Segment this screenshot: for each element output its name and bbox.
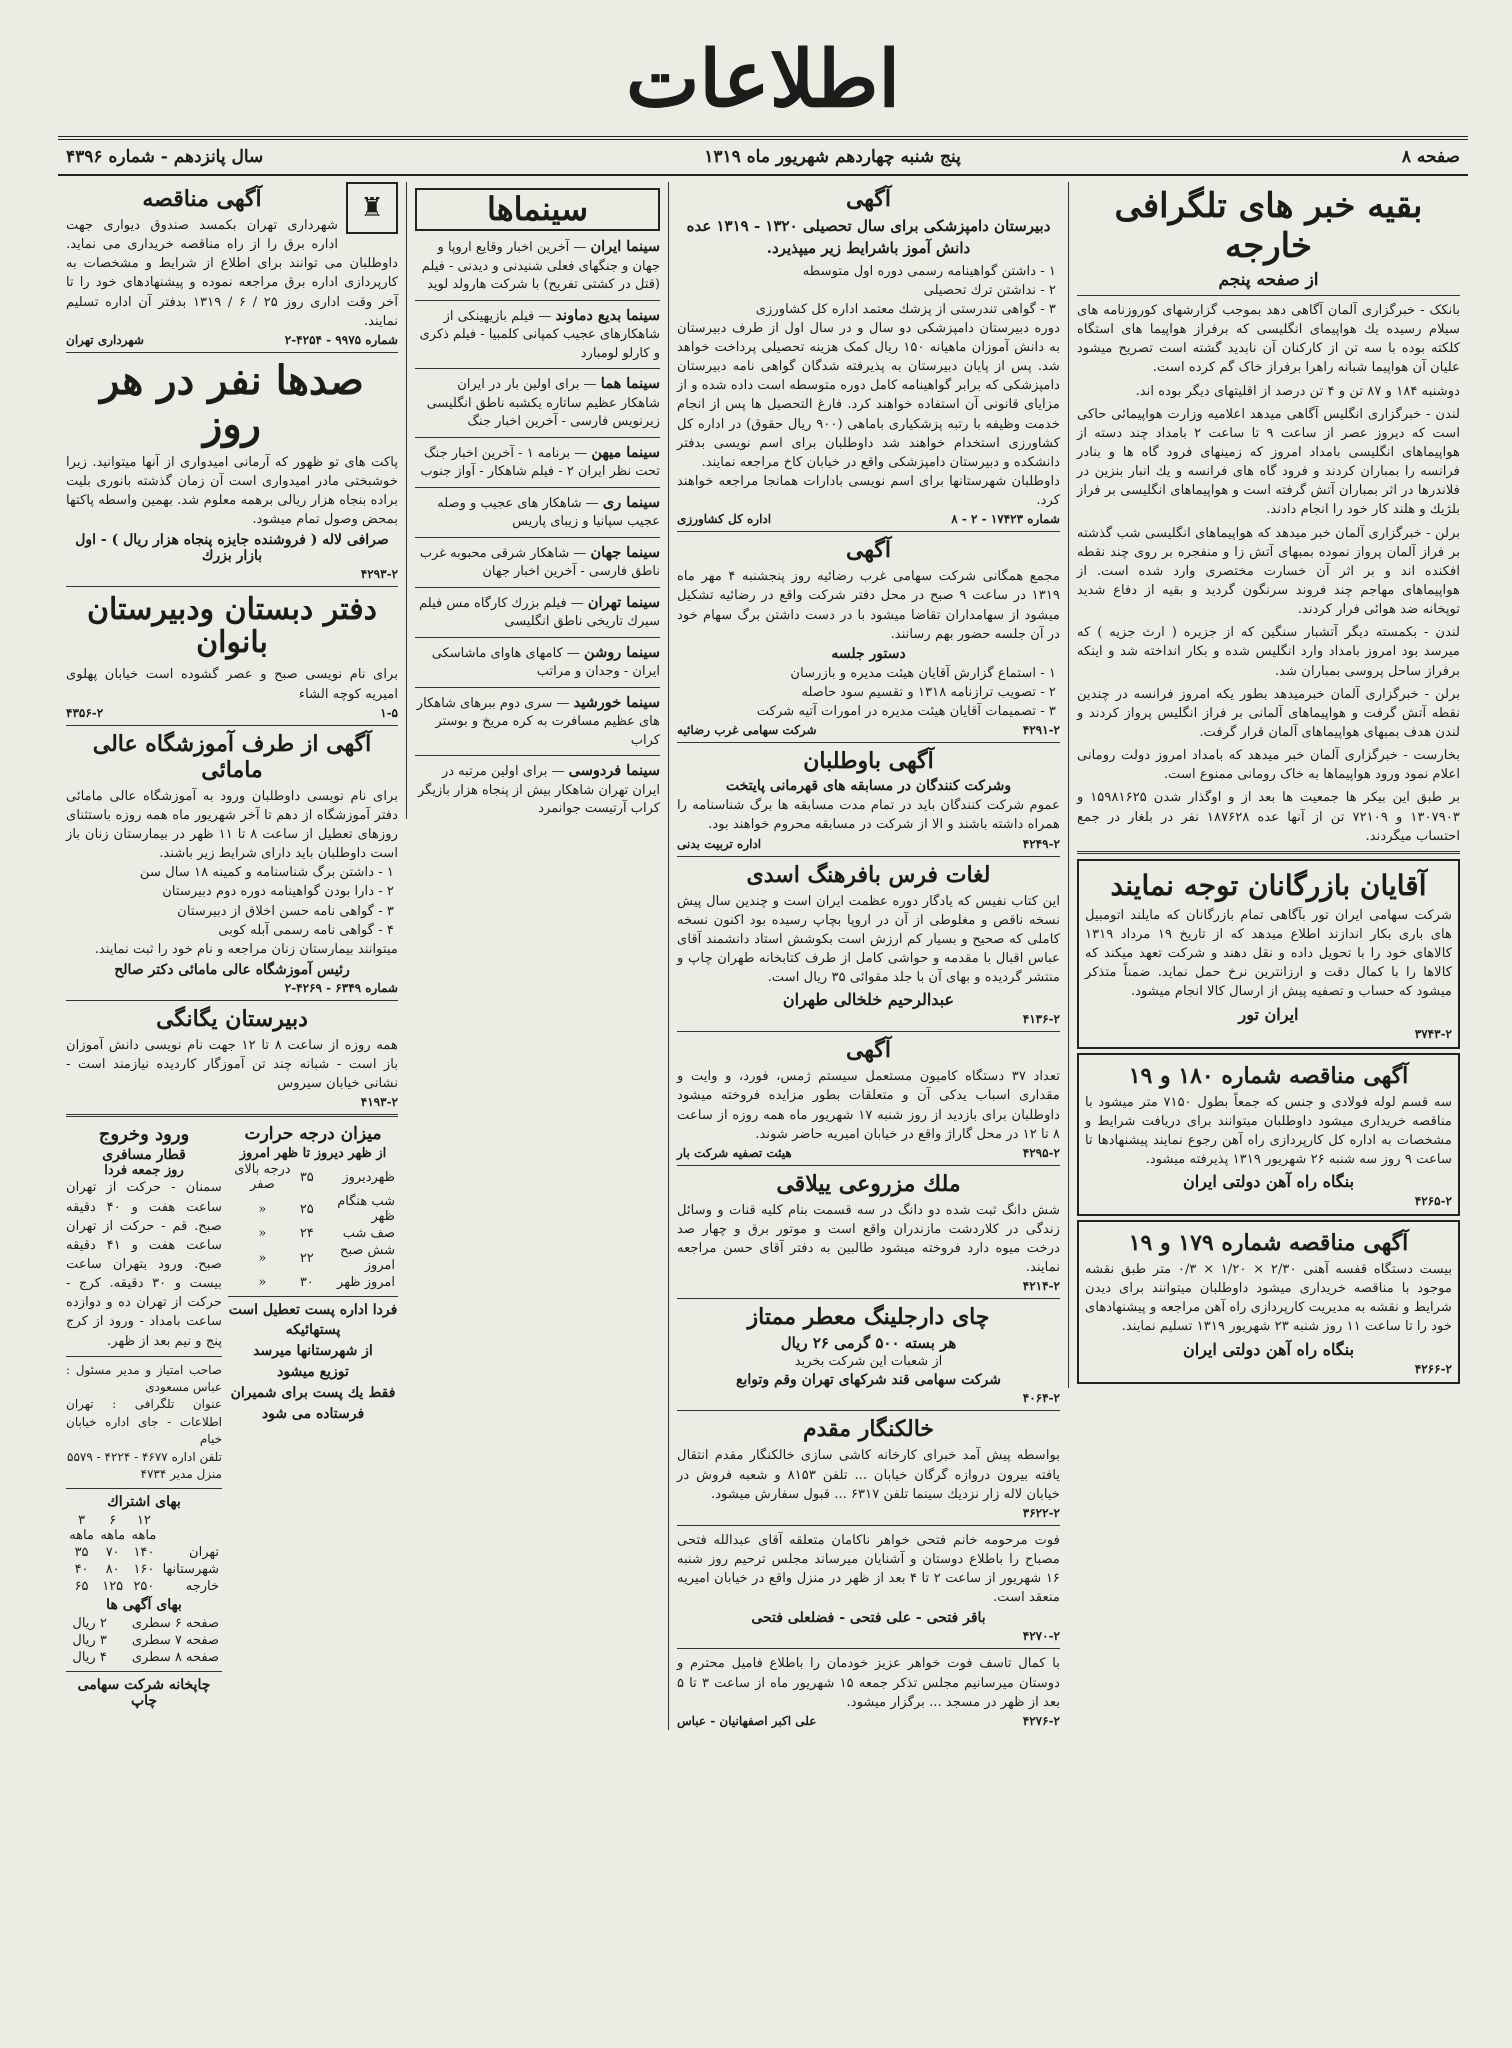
ad-body: برای نام نویسی صبح و عصر گشوده است خیابان پهلوی امیریه کوچه الشاء xyxy=(66,667,398,702)
ad-reference: ۴۲۹۵-۲ هیئت تصفیه شرکت بار xyxy=(677,1145,1060,1160)
table-row: ظهردیروز ۳۵ درجه بالای صفر xyxy=(234,1162,395,1193)
ad-body: بواسطه پیش آمد خبرای کارخانه کاشی سازی خالکنگار مقدم انتقال یافته بیرون دروازه گرگان خیابان ... تلفن ۸۱۵۳ و شعبه فروش در خیابان لاله زار نزدیك سینما تلفن ۶۳۱۷ ... قبول سفارش میشود. xyxy=(677,1448,1061,1502)
news-paragraph: لندن - خبرگزاری انگلیس آگاهی میدهد اعلامیه وزارت هواپیمائی حاکی است که دیروز عصر از ساعت ۹ تا ساعت ۲ بامداد چند دسته از هواپیماهای انگلیسی بامداد امروز که زمینهای فرود گاه ها و بنادر فرانسه را بمباران کردند و فرود گاه های فرانسه و یك انبار بنزین در فلاندرها در اثر بمباران آتش گرفته است و هواپیماهای انگلیسی بر فراز بلژیك و هلند کار خود را انجام دادند. xyxy=(1077,406,1461,518)
requirements-list xyxy=(677,262,1060,319)
divider xyxy=(677,1410,1060,1411)
ad-reference: شماره ۱۷۴۲۳ - ۲ - ۸ اداره کل کشاورزی xyxy=(677,512,1060,527)
printer-line: چاپخانه شرکت سهامی چاپ xyxy=(77,1677,211,1710)
ad-body: این کتاب نفیس که یادگار دوره عظمت ایران است و چندین سال پیش نسخه ناقص و مغلوطی از آن در اروپا بچاپ رسیده بود اکنون نسخه کاملی که صحیح و بسیار کم ارزش است بکوشش استاد دانشمند آقای عباس اقبال با مقدمه و حواشی کامل از طرف کتابخانه طهران چاپ و منتشر گردیده و بهای آن با جلد مقوائی ۳۵ ریال است. xyxy=(677,893,1060,986)
cinema-listing: سینما بدیع دماوند — فیلم بازیهینکی از شاهکارهای عجیب کمپانی کلمبیا - فیلم ذکری و کارلو لومبارد xyxy=(419,306,660,361)
ad-title: آگهی xyxy=(845,537,892,564)
news-paragraph: بخارست - خبرگزاری آلمان خبر میدهد که بامداد امروز دولت رومانی اعلام نمود ورود هواپیماها به خاک رومانی ممنوع است. xyxy=(1077,748,1460,783)
ad-reference: ۴۲۷۰-۲ xyxy=(1022,1629,1060,1644)
dateline xyxy=(58,136,1468,176)
ad-note: داوطلبان شهرستانها برای اسم نویسی بادارات همانجا مراجعه خواهند کرد. xyxy=(677,474,1060,509)
divider xyxy=(415,687,660,688)
ad-title: ملك مزروعی ییلاقی xyxy=(776,1170,961,1197)
ad-subtitle: هر بسته ۵۰۰ گرمی ۲۶ ریال xyxy=(780,1334,957,1353)
tender-ad-179 xyxy=(1077,1220,1460,1384)
tender-ad-title: آگهی مناقصه شماره ۱۷۹ و ۱۹ xyxy=(1128,1230,1409,1257)
divider xyxy=(66,1114,398,1117)
subscription-table xyxy=(66,1512,222,1595)
ad-reference: ۴۲۱۴-۲ xyxy=(1022,1279,1060,1294)
cinema-listing: سینما فردوسی — برای اولین مرتبه در ایران تهران شاهکار بیش از پنجاه هزار بازیگر کراب آرتیست جوانمرد xyxy=(417,762,660,817)
ad-body: دوره دبیرستان دامپزشکی دو سال و در سال اول از طرف دبیرستان به دانش آموزان ماهیانه ۱۵۰ ریال کمک هزینه تحصیلی پرداخت خواهد شد. پس از پایان دبیرستان به پذیرفته شدگان گواهی نامه دبیرستان دامپزشکی که برابر گواهینامه کامل دوره متوسطه است داده شده و از مزایای قانونی آن استفاده خواهند کرد. فارغ التحصیل ها پس از انجام خدمت وظیفه با رتبه پزشکیاری باماهی (۹۰۰ ریال حقوق) در اداره کل کشاورزی استخدام خواهند شد داوطلبان برای اسم نویسی بدفتر دانشکده و دبیرستان دامپزشکی واقع در خیابان کاخ مراجعه نمایند. xyxy=(677,320,1060,470)
cinema-listing: سینما ایران — آخرین اخبار وقایع اروپا و جهان و جنگهای فعلی شنیدنی و دیدنی - فیلم (قتل در کشتی تفریح) با شرکت هارولد لوید xyxy=(421,238,660,293)
page-label: صفحه ۸ xyxy=(1401,147,1460,167)
cinema-listing: سینما هما — برای اولین بار در ایران شاهکار عظیم ساتاره یکشبه ناطق انگلیسی زیرنویس فارسی - آخرین اخبار جنگ xyxy=(426,375,660,430)
ad-signer: رئیس آموزشگاه عالی مامائی دکتر صالح xyxy=(114,961,350,978)
ad-title: آگهی xyxy=(845,186,892,212)
table-row: امروز ظهر ۳۰ « xyxy=(258,1275,395,1291)
tender-ad-title: آگهی مناقصه شماره ۱۸۰ و ۱۹ xyxy=(1128,1062,1409,1089)
obituary-text: با کمال تاسف فوت خواهر عزیز خودمان را باطلاع فامیل محترم و دوستان میرسانیم مجلس تذکر جمعه ۱۵ شهریور ماه از ساعت ۳ تا ۵ بعد از ظهر در مسجد ... برگزار میشود. xyxy=(677,1656,1061,1710)
divider xyxy=(677,856,1060,857)
requirements-list xyxy=(66,863,398,940)
divider xyxy=(1077,851,1460,854)
divider xyxy=(415,755,660,756)
ad-reference: ۴۲۴۹-۲ اداره تربیت بدنی xyxy=(677,836,1060,851)
ad-reference: ۴۱۹۳-۲ xyxy=(360,1095,398,1110)
ad-headline: صدها نفر در هر روز xyxy=(100,356,364,448)
obituary-text: فوت مرحومه خانم فتحی خواهر ناکامان متعلقه آقای عبدالله فتحی مصباح را باطلاع دوستان و آشنایان میرساند مجلس ترحیم روز شنبه ۱۶ شهریور از ساعت ۲ تا ۴ بعد از ظهر در منزل واقع در خیابان امیریه منعقد است. xyxy=(677,1532,1060,1606)
table-row: شهرستانها ۱۶۰ ۸۰ ۴۰ xyxy=(74,1562,219,1578)
cinemas-title: سینماها xyxy=(415,188,660,231)
divider xyxy=(66,725,398,726)
table-row: صفحه ۸ سطری ۴ ریال xyxy=(72,1650,219,1666)
tender-ad-text: بیست دستگاه قفسه آهنی ۲/۳۰ × ۱/۲۰ × ۰/۳ متر طبق نقشه موجود با مناقصه خریداری میشود داوطلبان میتوانند برای دیدن شرایط و نقشه به مدیریت کارپردازی راه آهن مراجعه و پیشنهادهای خود را تا ساعت ۱۱ روز شنبه ۲۳ شهریور ۱۳۱۹ تسلیم نمایند. xyxy=(1085,1262,1452,1335)
ad-reference: ۴۲۹۱-۲ شرکت سهامی غرب رضائیه xyxy=(677,723,1060,738)
cinema-listing: سینما خورشید — سری دوم ببرهای شاهکار های عظیم مسافرت به کره مریخ و بوستر کراب xyxy=(416,693,660,748)
divider xyxy=(66,1488,222,1489)
ad-signer: عبدالرحیم خلخالی طهران xyxy=(782,990,955,1010)
ad-body: شش دانگ ثبت شده دو دانگ در سه قسمت بنام کلیه قنات و وسائل زندگی در کلاردشت مازندران واقع است و موتور برق و چهار صد درخت میوه دارد فروخته میشود طالبین به دفتر آقای حسن مراجعه نمایند. xyxy=(677,1202,1060,1276)
manager-phone-line: منزل مدیر ۴۷۳۴ xyxy=(140,1466,222,1481)
ad-body: برای نام نویسی داوطلبان ورود به آموزشگاه عالی مامائی دفتر آموزشگاه از دهم تا آخر شهریور ماه همه روزه باستثنای روزهای تعطیل از ساعت ۸ تا ۱۱ ظهر در بیمارستان زنان باز است داوطلبان باید دارای شرایط زیر باشند. xyxy=(66,788,398,862)
divider xyxy=(66,1356,222,1357)
divider xyxy=(66,1000,398,1001)
table-row: خارجه ۲۵۰ ۱۲۵ ۶۵ xyxy=(74,1579,219,1595)
ad-body: همه روزه از ساعت ۸ تا ۱۲ جهت نام نویسی دانش آموزان باز است - شبانه چند تن آموزگار کاردیده نیازمند است - نشانی خیابان سیروس xyxy=(66,1037,399,1092)
ad-body: از شعبات این شرکت بخرید xyxy=(794,1354,943,1370)
news-paragraph: برلن - خبرگزاری آلمان خبرمیدهد بطور یکه امروز فرانسه در چندین نقطه آتش گرفت و هواپیماهای آلمانی بر فراز انگلیس پرواز کردند و لندن هدف بمبهای هواپیماهای آلمان قرار گرفت. xyxy=(1077,686,1460,740)
lower-left-block xyxy=(66,1122,398,1711)
temperature-title: میزان درجه حرارت xyxy=(244,1124,382,1145)
ad-title: آگهی مناقصه xyxy=(142,186,262,212)
list-item: ۱ - استماع گزارش آقایان هیئت مدیره و بازرسان xyxy=(790,665,1056,681)
news-paragraph: برلن - خبرگزاری آلمان خبر میدهد که هواپیماهای انگلیسی شب گذشته بر فراز آلمان پرواز نموده بمبهای آتش زا و منفجره بر روی چند نقطه افکنده اند و بر اثر آن خسارت مختصری وارد شده است. از هواپیماهای مهاجم چند فروند سرنگون گردید و بقیه از دفاع شدید توپخانه ضد هوائی فرار کردند. xyxy=(1077,525,1460,618)
table-row: شب هنگام ظهر ۲۵ « xyxy=(258,1194,395,1225)
merchants-ad-signer: ایران تور xyxy=(1238,1004,1299,1024)
ad-body: عموم شرکت کنندگان باید در تمام مدت مسابقه ها برگ شناسنامه را همراه داشته باشند و الا از شرکت در مسابقه محروم خواهند بود. xyxy=(677,798,1060,833)
agenda-list xyxy=(677,664,1060,721)
tender-ad-text: سه قسم لوله فولادی و جنس که جمعاً بطول ۷۱۵۰ متر میشود با مناقصه خریداری میشود داوطلبان میتوانند برای دریافت شرایط و مشخصات به اداره کل کارپردازی راه آهن رجوع نمایند پیشنهادها تا ساعت ۹ روز سه شنبه ۲۶ شهریور ۱۳۱۹ پذیرفته میشود. xyxy=(1085,1094,1452,1167)
ad-reference: ۴۲۶۵-۲ xyxy=(1414,1194,1452,1209)
ad-signer: صرافی لاله ( فروشنده جایزه پنجاه هزار ریال ) - اول بازار بزرك xyxy=(75,532,389,565)
merchants-ad-text: شرکت سهامی ایران تور بآگاهی تمام بازرگانان که مایلند اتومبیل های باری بکار اندازند اطلاع میدهد که از تاریخ ۱۹ مرداد ۱۳۱۹ کالاهای خود را با تحویل داده و نقل دهند و شرکت تعهد میکند که کالاها را با کمال دقت و ارزانترین نرخ حمل نماید. ضمناً متذکر میشود که حساب و تصفیه پیش از ارسال کالا انجام میشود. xyxy=(1085,907,1452,1000)
newspaper-page xyxy=(58,30,1468,2030)
column-ads-left xyxy=(58,182,406,1711)
divider xyxy=(415,537,660,538)
cinema-listing: سینما تهران — فیلم بزرك کارگاه مس فیلم سیرك تاریخی ناطق انگلیسی xyxy=(419,593,660,630)
divider xyxy=(415,487,660,488)
ad-subtitle: وشرکت کنندگان در مسابقه های قهرمانی پایتخت xyxy=(725,778,1012,795)
ad-title: چای دارجلینگ معطر ممتاز xyxy=(747,1304,990,1331)
table-row: شش صبح امروز ۲۲ « xyxy=(258,1243,395,1274)
divider xyxy=(677,742,1060,743)
issue-date: پنج شنبه چهاردهم شهریور ماه ۱۳۱۹ xyxy=(704,147,961,167)
divider xyxy=(415,300,660,301)
ad-note: میتوانند بیمارستان زنان مراجعه و نام خود را ثبت نمایند. xyxy=(94,941,398,957)
obituary-signer: باقر فتحی - علی فتحی - فضلعلی فتحی xyxy=(751,1610,986,1627)
ad-reference: ۴۱۳۶-۲ xyxy=(1022,1012,1060,1027)
cinema-listing: سینما میهن — برنامه ۱ - آخرین اخبار جنگ تحت نظر ایران ۲ - فیلم شاهکار - آواز جنوب xyxy=(420,443,660,480)
table-row: صفحه ۶ سطری ۲ ریال xyxy=(72,1616,219,1632)
ad-title: آگهی xyxy=(845,1037,892,1064)
ad-body: تعداد ۳۷ دستگاه کامیون مستعمل سیستم ژمس، فورد، و وایت و مقداری اسباب یدکی آن و متعلقات بطور مزایده فروخته میشود داوطلبان برای بازدید از روز شنبه ۱۷ شهریور ماه همه روزه از ساعت ۸ تا ۱۲ در محل گاراژ واقع در خیابان امیریه حاضر شوند. xyxy=(677,1069,1060,1142)
ad-title: خالکنگار مقدم xyxy=(802,1416,934,1443)
ad-title: آگهی از طرف آموزشگاه عالی مامائی xyxy=(92,730,372,783)
ad-title: لغات فرس بافرهنگ اسدی xyxy=(746,861,991,888)
subscription-title: بهای اشتراك xyxy=(107,1494,181,1511)
newspaper-title: اطلاعات xyxy=(625,34,901,125)
list-item: ۳ - تصمیمات آقایان هیئت مدیره در امورات آتیه شرکت xyxy=(756,704,1056,720)
list-item: ۳ - گواهی نامه حسن اخلاق از دبیرستان xyxy=(177,903,394,919)
news-paragraph: دوشنبه ۱۸۴ و ۸۷ تن و ۴ تن درصد از اقلیتهای دیگر بوده اند. xyxy=(1135,383,1460,399)
table-row: صف شب ۲۴ « xyxy=(258,1226,395,1242)
trains-title: ورود وخروج xyxy=(98,1124,190,1146)
ad-reference: شماره ۹۹۷۵ - ۴۲۵۴-۲ شهرداری تهران xyxy=(66,332,398,347)
divider xyxy=(415,587,660,588)
news-paragraph: بانکک - خبرگزاری آلمان آگاهی دهد بموجب گزارشهای کوروزنامه های سیلام رسیده یك هواپیمای انگلیسی که برفراز هواپیما های استگاه کلکته بوده با سه تن از کارکنان آن نابدید گشته است تصریح میشود علیان آن هواپیما شبانه راهرا برفراز خاک گم کرده است. xyxy=(1077,303,1460,376)
info-panel xyxy=(228,1122,398,1711)
ad-reference: ۴۰۶۴-۲ xyxy=(1022,1391,1060,1406)
divider xyxy=(415,637,660,638)
cinema-listing: سینما ری — شاهکار های عجیب و وصله عجیب سپانیا و زیبای پاریس xyxy=(437,493,660,530)
phone-line: تلفن اداره ۴۶۷۷ - ۴۲۲۴ - ۵۵۷۹ xyxy=(67,1449,222,1464)
list-item: ۲ - نداشتن ترك تحصیلی xyxy=(923,282,1056,298)
tender-ad-signer: بنگاه راه آهن دولتی ایران xyxy=(1182,1172,1355,1192)
ad-rates-title: بهای آگهی ها xyxy=(106,1597,182,1614)
foreign-news-title: بقیه خبر های تلگرافی خارجه xyxy=(1114,186,1423,266)
trains-subtitle: قطار مسافری xyxy=(102,1147,186,1164)
divider xyxy=(415,437,660,438)
list-item: ۱ - داشتن برگ شناسنامه و کمینه ۱۸ سال سن xyxy=(139,865,394,881)
news-paragraph: لندن - بکمسته دیگر آتشبار سنگین که از جزیره ( ارث جزیه ) که میرسد بود امروز بامداد وارد انگلیس شده و بکار انداخته شد و اینکه برفراز ساحل پروسی بمباران شد. xyxy=(1077,625,1460,679)
trains-schedule: سمنان - حرکت از تهران ساعت هفت و ۴۰ دقیقه صبح. قم - حرکت از تهران ساعت هفت و ۴۱ دقیقه صبح. ورود بتهران ساعت بیست و ۳۰ دقیقه. کرج - حرکت از تهران ده و دوازده ساعت بامداد - ورود از کرج پنج و نیم بعد از ظهر. xyxy=(66,1180,222,1349)
masthead xyxy=(58,30,1468,130)
ad-reference: ۱-۵ ۴۳۵۶-۲ xyxy=(66,705,398,720)
ad-body: پاکت های تو ظهور که آرمانی امیدواری از آنها میتوانید. زیرا خوشبختی مادر امیدواری است آن زمان گذشته بانوری بلیت براده بنجاه هزار ریالی برهمه معلوم شد. بهمین واسطه پاکتها بمحض وصول تمام میشود. xyxy=(66,454,398,528)
list-item: ۱ - داشتن گواهینامه رسمی دوره اول متوسطه xyxy=(802,263,1056,279)
ad-headline: دفتر دبستان ودبیرستان بانوان xyxy=(86,592,378,661)
divider xyxy=(1077,295,1460,296)
news-paragraph: بر طبق این بیکر ها جمعیت ها بعد از و اوگذار شدن ۱۵۹۸۱۶۲۵ و ۱۳۰۷۹۰۳ و ۷۲۱۰۹ تن از آنها عده ۱۸۷۶۲۸ نفر در بلغار در جمع احتساب میگردند. xyxy=(1077,790,1461,844)
foreign-news-subtitle: از صفحه پنجم xyxy=(1218,270,1319,290)
divider xyxy=(677,1031,1060,1032)
municipality-emblem-icon: ♜ xyxy=(346,182,398,234)
cinema-listing: سینما جهان — شاهکار شرقی محبوبه غرب ناطق فارسی - آخرین اخبار جهان xyxy=(419,543,660,580)
ad-reference: ۴۲۶۶-۲ xyxy=(1414,1361,1452,1376)
ad-rates-table xyxy=(66,1615,222,1666)
ad-title: دبیرستان یگانگی xyxy=(156,1005,308,1032)
list-item: ۳ - گواهی تندرستی از پزشك معتمد اداره کل کشاورزی xyxy=(755,301,1056,317)
temperature-subtitle: از ظهر دیروز تا ظهر امروز xyxy=(239,1146,387,1162)
trains-date: روز جمعه فردا xyxy=(104,1163,184,1179)
table-header-row: ۱۲ ماهه ۶ ماهه ۳ ماهه xyxy=(69,1513,157,1544)
ad-reference: ۳۶۲۲-۲ xyxy=(1022,1505,1060,1520)
post-notice: پستهائیکه از شهرستانها میرسد توزیع میشود فقط یك پست برای شمیران فرستاده می شود xyxy=(230,1322,396,1423)
divider xyxy=(677,531,1060,532)
divider xyxy=(677,1648,1060,1649)
divider xyxy=(66,1671,222,1672)
train-panel xyxy=(66,1122,222,1711)
tender-ad-signer: بنگاه راه آهن دولتی ایران xyxy=(1182,1339,1355,1359)
merchants-ad-title: آقایان بازرگانان توجه نمایند xyxy=(1110,868,1427,902)
column-notices xyxy=(668,182,1068,1730)
agenda-title: دستور جلسه xyxy=(831,645,906,662)
cinema-listing: سینما روشن — کامهای هاوای ماشاسکی ایران - وجدان و مراتب xyxy=(431,643,660,680)
ad-title: آگهی باوطلبان xyxy=(803,748,934,775)
ad-reference: شماره ۶۳۴۹ - ۴۲۶۹-۲ xyxy=(284,980,398,995)
ad-body: شهرداری تهران بکمسد صندوق دیواری جهت اداره برق را از راه مناقصه خریداری می نماید. داوطلبان می توانند برای اطلاع از شرایط و مشخصات به کارپردازی اداره برق مراجعه نموده و پیشنهادهای خود را تا آخر وقت اداری روز ۲۵ / ۶ / ۱۳۱۹ بدفتر آن اداره تسلیم نمایند. xyxy=(66,218,398,329)
column-foreign-news xyxy=(1068,182,1468,1388)
ad-reference: ۳۷۴۳-۲ xyxy=(1414,1026,1452,1041)
divider xyxy=(677,1165,1060,1166)
divider xyxy=(677,1525,1060,1526)
ad-reference: ۴۲۷۶-۲ علی اکبر اصفهانیان - عباس xyxy=(677,1713,1060,1728)
divider xyxy=(66,352,398,353)
post-title: فردا اداره پست تعطیل است xyxy=(228,1302,398,1319)
ad-reference: ۴۲۹۳-۲ xyxy=(360,567,398,582)
divider xyxy=(66,586,398,587)
divider xyxy=(677,1298,1060,1299)
list-item: ۲ - تصویب ترازنامه ۱۳۱۸ و تقسیم سود حاصله xyxy=(801,685,1056,701)
tender-ad-180 xyxy=(1077,1053,1460,1217)
issue-number: سال پانزدهم - شماره ۴۳۹۶ xyxy=(66,147,264,167)
divider xyxy=(415,368,660,369)
divider xyxy=(228,1296,398,1297)
temperature-table xyxy=(228,1161,398,1291)
list-item: ۴ - گواهی نامه رسمی آبله کوبی xyxy=(218,922,394,938)
address-line: عنوان تلگرافی : تهران اطلاعات - جای اداره خیابان خیام xyxy=(66,1397,222,1447)
list-item: ۲ - دارا بودن گواهینامه دوره دوم دبیرستان xyxy=(162,884,394,900)
table-row: صفحه ۷ سطری ۳ ریال xyxy=(72,1633,219,1649)
ad-signer: شرکت سهامی قند شرکهای تهران وقم وتوابع xyxy=(736,1372,1001,1389)
ad-body: مجمع همگانی شرکت سهامی غرب رضائیه روز پنجشنبه ۴ مهر ماه ۱۳۱۹ در ساعت ۹ صبح در محل دفتر شرکت واقع در رضائیه تشکیل میشود از سهامداران تقاضا میشود با در دست داشتن برگ سهام خود در آن جلسه حضور بهم رسانند. xyxy=(677,569,1060,642)
column-cinemas xyxy=(406,182,668,819)
table-row: تهران ۱۴۰ ۷۰ ۳۵ xyxy=(74,1545,219,1561)
publisher-line: صاحب امتیاز و مدیر مسئول : عباس مسعودی xyxy=(66,1362,222,1395)
ad-intro: دبیرستان دامپزشکی برای سال تحصیلی ۱۳۲۰ - ۱۳۱۹ عده دانش آموز باشرایط زیر میپذیرد. xyxy=(686,217,1051,257)
merchants-ad xyxy=(1077,859,1460,1049)
